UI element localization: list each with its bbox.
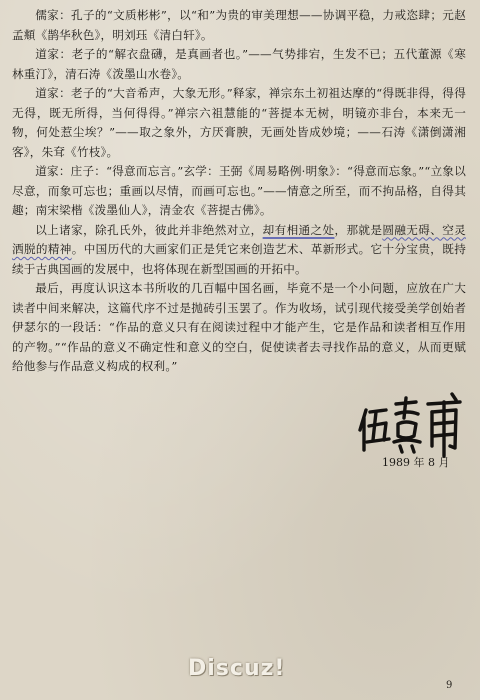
author-signature: [356, 390, 466, 460]
paragraph-taoist-zen: 道家：老子的“大音希声，大象无形。”释家，禅宗东土初祖达摩的“得既非得，得得无得，既无所得，当何得得。”禅宗六祖慧能的“菩提本无树，明镜亦非台，本来无一物，何处惹尘埃？”——取之象外，方厌膏腴，无画处皆成妙境；——石涛《潇倒潇湘客》，朱耷《竹枝》。: [12, 86, 466, 159]
paragraph-confucian: 儒家：孔子的“文质彬彬”，以“和”为贵的审美理想——协调平稳，力戒恣肆；元赵孟頫《鹊华秋色》，明刘珏《清白轩》。: [12, 8, 466, 42]
date-line: 1989 年 8 月: [382, 456, 450, 469]
preface-body: [12, 6, 466, 377]
summary-highlight-common: 却有相通之处: [262, 222, 335, 237]
page-number: 9: [446, 680, 453, 691]
paragraph-taoist-1: 道家：老子的“解衣盘礴，是真画者也。”——气势排宕，生发不已；五代董源《寒林重汀》，清石涛《泼墨山水卷》。: [12, 47, 466, 81]
paragraph-closing: 最后，再度认识这本书所收的几百幅中国名画，毕竟不是一个小问题，应放在广大读者中间来解决，这篇代序不过是抛砖引玉罢了。作为收场，试引现代接受美学创始者伊瑟尔的一段话：“作品的意义只有在阅读过程中才能产生，它是作品和读者相互作用的产物。”“作品的意义不确定性和意义的空白，促使读者去寻找作品的意义，从而更赋给他参与作品意义构成的权利。”: [12, 281, 466, 373]
forum-watermark: Discuz!: [188, 656, 286, 681]
summary-text-after: 。中国历代的大画家们正是凭它来创造艺术、革新形式。它十分宝贵，既持续于古典国画的发展中，也将体现在新型国画的开拓中。: [12, 242, 466, 276]
summary-highlight-spirit: 圆融无碍、空灵洒脱的精神: [12, 222, 466, 256]
summary-text-before: 以上诸家，除孔氏外，彼此并非绝然对立，: [35, 222, 263, 237]
summary-text-middle: ，那就是: [334, 222, 383, 237]
paragraph-summary: [12, 221, 466, 280]
paragraph-taoist-xuanxue: 道家：庄子：“得意而忘言。”玄学：王弼《周易略例·明象》：“得意而忘象。”“立象以尽意，而象可忘也；重画以尽情，而画可忘也。”——情意之所至，而不拘品格，自得其趣；南宋梁楷《泼墨仙人》，清金农《菩提古佛》。: [12, 164, 466, 217]
